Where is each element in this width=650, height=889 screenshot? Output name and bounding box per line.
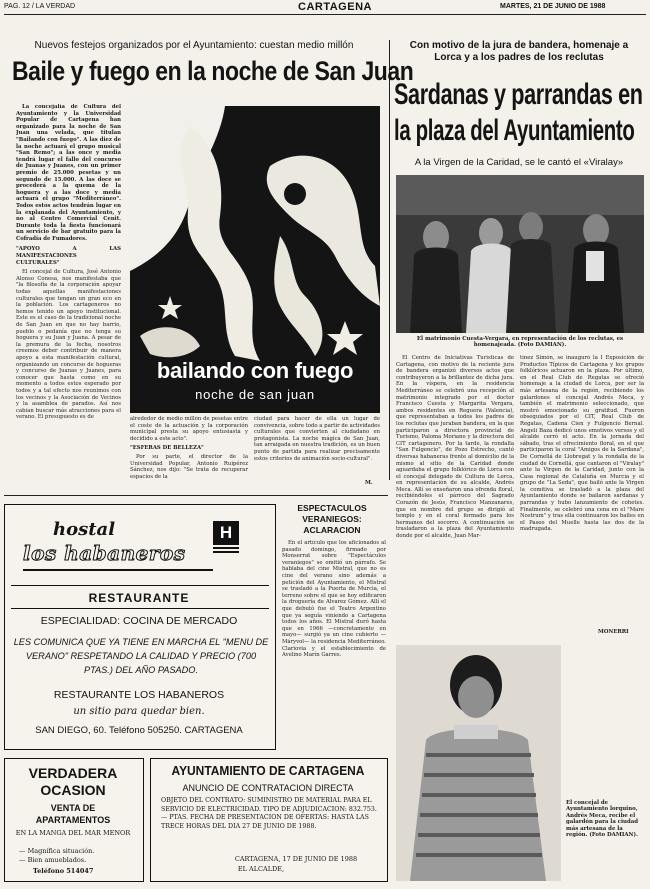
- left-col1: [16, 104, 121, 488]
- mid-title-1: ESPECTACULOS: [297, 503, 367, 513]
- left-col2-para2: Por su parte, el director de la Universidad Popular, Antonio Ruipérez Sánchez, nos dijo: "Se trata de recuperar espacios de la: [130, 453, 248, 480]
- ad-apartments-line5: EN LA MANGA DEL MAR MENOR: [15, 829, 131, 837]
- left-subhead: "APOYO A LAS MANIFESTACIONES CULTURALES": [16, 246, 121, 266]
- header-rule: [4, 14, 646, 15]
- ad-hostal-specialty: ESPECIALIDAD: COCINA DE MERCADO: [40, 615, 238, 627]
- photo-reception-caption: El matrimonio Cuesta-Vergara, en representación de los reclutas, es homenajeada. (Foto DAMIAN).: [416, 336, 624, 349]
- photo-reception: [396, 175, 644, 333]
- photo-meca: [396, 645, 561, 881]
- ad-ayuntamiento: [150, 758, 388, 882]
- right-col2-para: tínez Simón, se inauguró la I Exposición de Productos Típicos de Cartagena y los grupos folklóricos actuaron en la plaza. Por último, en el Real Club de Regatas se ofreció homenaje a la ciudad de Lorca, por ser la más artesana de la región, recibiendo los galardones el concejal Andrés Meca, y también el matrimonio seleccionado, que mostró emocionado su gratitud. Fueron obsequiados por el CIT, Real Club de Regatas, Cadena Cien y Fulgencio Bernal. Angeli Baza dedicó unos emotivos versos y el alcalde cerró el acto. En la jornada del sábado, tras el ofrecimiento floral, en el que participaron la coral "Amigos de la Sardana", De Cornellá de Llobregat y la rondalla de la ciudad de Cornellá, que cantaron el "Viralay" ante la Virgen de la Caridad, junto con la Casa regional de Cataluña en Murcia y el grupo de "La Seda", que bailó ante la Virgen la comitiva se trasladó a la plaza del Ayuntamiento donde se bailaron sardanas y parrandas y hubo lanzamiento de cohetes. Finalmente, se celebró una cena en el "Mare Nostrum" y tras ella continuaron los bailes en el Paseo del Muelle hasta las dos de la madrugada.: [520, 355, 644, 533]
- ad-hostal-brand-top: hostal: [53, 519, 116, 540]
- mid-text: [282, 540, 386, 748]
- ad-ayto-text: OBJETO DEL CONTRATO: SUMINISTRO DE MATERIAL PARA EL SERVICIO DE ELECTRICIDAD. TIPO DE ADJUDICACION: 832.753.— PTAS. FECHA DE PRESENTACION DE OFERTAS: HASTA LAS TRECE HORAS DEL DIA 27 DE JUNIO DE 1988.: [161, 797, 377, 830]
- left-kicker: Nuevos festejos organizados por el Ayuntamiento: cuestan medio millón: [34, 40, 354, 51]
- ad-apartments-line2: OCASION: [40, 782, 106, 798]
- photo-meca-image: [396, 645, 561, 881]
- mid-title-2: VERANIEGOS:: [302, 514, 362, 524]
- ad-hostal-logo-stripes: [213, 547, 239, 553]
- ad-apartments-line4: APARTAMENTOS: [35, 815, 111, 825]
- left-headline: Baile y fuego en la noche de San Juan: [12, 56, 414, 86]
- header-date: MARTES, 21 DE JUNIO DE 1988: [500, 3, 606, 10]
- ad-hostal-logo: H: [213, 521, 239, 545]
- ad-hostal-brand-underline: [23, 569, 213, 571]
- left-col3: [254, 416, 380, 480]
- ad-ayto-subtitle: ANUNCIO DE CONTRATACION DIRECTA: [182, 783, 354, 793]
- ad-hostal-section: RESTAURANTE: [88, 591, 190, 605]
- right-subkicker: A la Virgen de la Caridad, se le cantó el «Viralay»: [414, 157, 624, 168]
- ad-apartments-line3: VENTA DE: [50, 803, 96, 813]
- right-col1-para: El Centro de Iniciativas Turísticas de Cartagena, con motivo de la reciente jura de bandera organizó diversos actos que contribuyeron a la brillantez de dicha jura. En la víspera, en la residencia Mediterráneo se celebró una recepción al matrimonio integrado por el doctor Francisco Cuesta y Margarita Vergara, ambos residentes en Reguera (Valencia), que representaban a todos los padres de los reclutas que juraban bandera, en la que participaron a directora provincial de Turismo, Paloma Moriano y la directora del CIT cartagenero. Por la tarde, la rondalla "San Fulgencio", de Pozo Estrecho, cantó diversas habaneras frente al domicilio de la mismo al sitio de la Caridad donde aguardaba el grupo folklórico de Lorca con el concejal delegado de Cultura de Lorca, en representación de su alcalde, Andrés Meca. Allí se enseñaron una ofrenda floral, recibiéndoles el párroco del Sagrado Corazón de Jesús, Francisco Manzanares, que en nombre del grupo se dirigió al templo y en el coral formado para los hermanos del socorro. A continuación se trasladaron a la plaza del Ayuntamiento donde por el alcalde, Juan Mar-: [396, 355, 514, 540]
- ad-apartments-item1: — Magnífica situación.: [19, 847, 95, 855]
- ad-hostal-address: SAN DIEGO, 60. Teléfono 505250. CARTAGENA: [35, 725, 243, 736]
- left-col1-para2: El concejal de Cultura, José Antonio Alonso Conesa, nos manifestaba que "la filosofía de la corporación apoyar todas aquellas manifestaciones culturales que tengan un gran eco en la población. Los cartageneros no hemos tenido un apoyo institucional. Este es el caso de la tradicional noche de San Juan en que no hay barrio, pueblo o pedanía que no tenga su hoguera y su Juan y Juana. A pesar de la premura de la fecha, nosotros creemos deber contribuir de manera apoyo a esta manifestación cultural, organizando un concurso de hogueras y concurso de Juanas y Juanes, para conocer que hasta como en su momento a todos estos esperado por todos y a tal efecto nos reunimos con los vecinos y la Asociación de Vecinos y la asamblea de parados. Así nos cabian buscar más atracciones para el verano. El presupuesto es de: [16, 269, 121, 421]
- ad-apartments-line1: VERDADERA: [28, 765, 118, 781]
- ad-hostal: [4, 504, 276, 750]
- masthead: CARTAGENA: [298, 1, 372, 13]
- ad-apartments-phone: Teléfono 514047: [33, 867, 94, 875]
- left-subhead2: "ESFERAS DE BELLEZA": [130, 445, 204, 452]
- ad-hostal-brand-bottom: los habaneros: [23, 541, 186, 565]
- ad-ayto-title: AYUNTAMIENTO DE CARTAGENA: [171, 763, 365, 778]
- right-kicker: Con motivo de la jura de bandera, homenaje a Lorca y a los padres de los reclutas: [409, 40, 629, 63]
- ad-hostal-name: RESTAURANTE LOS HABANEROS: [53, 689, 225, 701]
- ad-apartments-item2: — Bien amueblados.: [19, 856, 87, 864]
- ad-apartments: [4, 758, 144, 882]
- mid-text-para: En el artículo que los aficionados al pasado domingo, firmado por Monserrat sobre "Espectáculos veraniegos" se omitió un párrafo. Se hablaba del cine Mistral, que no es cine del verano sino además a petición del Ayuntamiento, el Mistral se trasladó a la Puerta de Murcia, el terreno sobre el que se hoy edificaron la droguería de Alvarez Gómez. Allí el que debutó fue el Teatro Argentino que ya seguía viniendo a Cartagena todos los años. El Mistral duró hasta que en 1966 —concretamente en mayo— surgió ya un cine cubierto —Máryvol— la residencia Mediterráneo. Clariovia y el establecimiento de Avelino Marín Garres.: [282, 540, 386, 659]
- right-col2: [520, 355, 644, 639]
- ad-ayto-signer: EL ALCALDE,: [237, 865, 285, 873]
- left-signature: M.: [365, 480, 373, 486]
- left-col3-para: ciudad para hacer de ella un lugar de convivencia, sobre todo a partir de actividades culturales que convierten al ciudadano en protagonista. La noche mágica de San Juan, tan arraigada en nuestra tradición, es un buen punto de partida para realizar precisamente estos criterios de animación socio-cultural".: [254, 416, 380, 462]
- left-col2-para: alrededor de medio millón de pesetas entre el coste de la actuación y la corporación municipal presta su apoyo entusiasta y decidido a este acto".: [130, 416, 248, 442]
- column-divider: [389, 40, 390, 480]
- ad-hostal-slogan: LES COMUNICA QUE YA TIENE EN MARCHA EL "MENU DE VERANO" RESPETANDO LA CALIDAD Y PRECIO (700 PTAS.) DEL AÑO PASADO.: [13, 637, 269, 675]
- right-headline-1: Sardanas y parrandas en: [394, 78, 643, 111]
- left-col2: [130, 416, 248, 488]
- page-label: PAG. 12 / LA VERDAD: [4, 3, 76, 10]
- right-col1: [396, 355, 514, 639]
- left-col1-para: La concejalía de Cultura del Ayuntamiento y la Universidad Popular de Cartagena han organizado para la noche de San Juan una velada, que titulan "Bailando con fuego". A las diez de la noche actuará el grupo musical "San Remo"; a las once y media tendrá lugar el fallo del concurso de Juanas y Juanes, con un primer premio de 25.000 pesetas y un segundo de 15.000. A las doce se procederá a la quema de la hoguera y a las doce y media actuará el grupo "Mediterráneo". Todos estos actos tendrán lugar en la explanada del Ayuntamiento, y no al Centro Comercial Cenit. Durante toda la fiesta funcionará un servicio de bar gratuito para la Cofradía de Fumadores.: [16, 104, 121, 242]
- ad-hostal-brand: [23, 519, 213, 577]
- ad-hostal-divider-2: [11, 608, 269, 609]
- ad-ayto-date: CARTAGENA, 17 DE JUNIO DE 1988: [234, 855, 358, 863]
- ad-hostal-tagline: un sitio para quedar bien.: [73, 706, 205, 717]
- photo-meca-caption: El concejal de Ayuntamiento lorquino, Andrés Meca, recibe el galardón para la ciudad más artesana de la región. (Foto DAMIAN).: [566, 800, 638, 839]
- poster-bailando-con-fuego: [130, 106, 380, 413]
- right-signature: MONERRI: [598, 629, 629, 635]
- mid-title-3: ACLARACION: [303, 525, 361, 535]
- photo-reception-image: [396, 175, 644, 333]
- poster-subtitle: noche de san juan: [195, 387, 315, 402]
- poster-title: bailando con fuego: [156, 358, 354, 383]
- ad-hostal-divider: [11, 585, 269, 586]
- mid-rule-top: [4, 495, 388, 496]
- right-headline-2: la plaza del Ayuntamiento: [394, 114, 635, 147]
